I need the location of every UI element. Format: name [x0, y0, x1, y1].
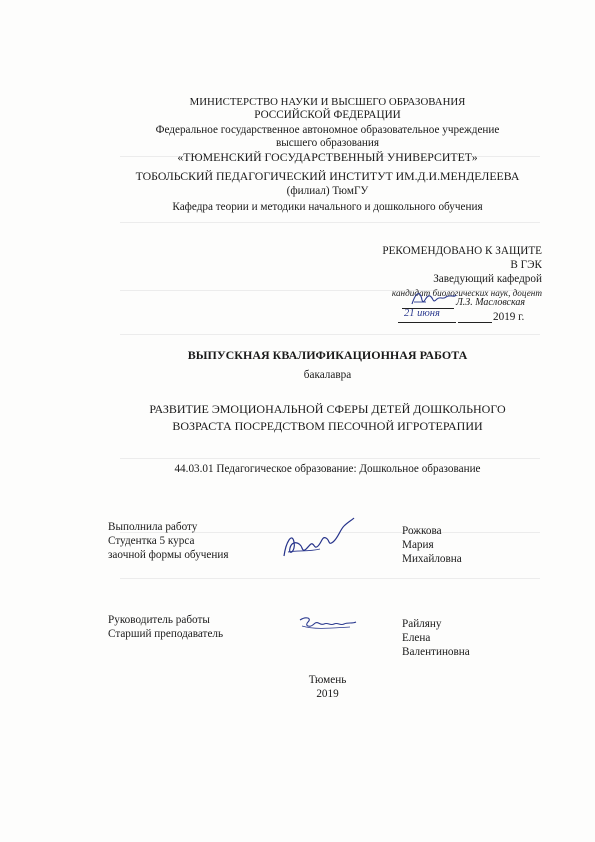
scan-artifact: [120, 222, 540, 223]
supervisor-signature: [296, 612, 358, 634]
institute-name: ТОБОЛЬСКИЙ ПЕДАГОГИЧЕСКИЙ ИНСТИТУТ ИМ.Д.И.МЕНДЕЛЕЕВА: [135, 169, 520, 183]
country-line: РОССИЙСКОЙ ФЕДЕРАЦИИ: [254, 109, 401, 121]
supervisor-line-2: Старший преподаватель: [108, 628, 224, 640]
supervisor-surname: Райляну: [402, 618, 442, 630]
author-line-1: Выполнила работу: [108, 521, 198, 533]
work-title-line-2: ВОЗРАСТА ПОСРЕДСТВОМ ПЕСОЧНОЙ ИГРОТЕРАПИИ: [172, 419, 483, 433]
scan-artifact: [120, 578, 540, 579]
author-line-2: Студентка 5 курса: [108, 535, 195, 547]
institution-line-2: высшего образования: [275, 137, 380, 149]
date-month-line: [458, 310, 492, 323]
branch-name: (филиал) ТюмГУ: [286, 185, 369, 197]
date-year: 2019 г.: [493, 311, 525, 323]
university-name: «ТЮМЕНСКИЙ ГОСУДАРСТВЕННЫЙ УНИВЕРСИТЕТ»: [177, 150, 478, 164]
author-patronymic: Михайловна: [402, 553, 462, 565]
author-line-3: заочной формы обучения: [108, 549, 229, 561]
approval-title: РЕКОМЕНДОВАНО К ЗАЩИТЕ: [382, 245, 542, 257]
work-level: бакалавра: [303, 369, 352, 381]
city: Тюмень: [308, 674, 347, 686]
specialty: 44.03.01 Педагогическое образование: Дошкольное образование: [174, 463, 481, 475]
scan-artifact: [120, 334, 540, 335]
scan-artifact: [120, 458, 540, 459]
author-signature: [278, 512, 358, 562]
date-day: 21 июня: [404, 308, 440, 319]
supervisor-patronymic: Валентиновна: [402, 646, 470, 658]
approval-committee: В ГЭК: [510, 259, 542, 271]
institution-line-1: Федеральное государственное автономное образовательное учреждение: [155, 124, 500, 136]
work-type: ВЫПУСКНАЯ КВАЛИФИКАЦИОННАЯ РАБОТА: [187, 348, 468, 362]
author-surname: Рожкова: [402, 525, 442, 537]
head-name: Л.З. Масловская: [456, 297, 526, 308]
year: 2019: [316, 688, 339, 700]
work-title-line-1: РАЗВИТИЕ ЭМОЦИОНАЛЬНОЙ СФЕРЫ ДЕТЕЙ ДОШКОЛЬНОГО: [149, 402, 506, 416]
author-name: Мария: [402, 539, 434, 551]
head-role: Заведующий кафедрой: [433, 273, 542, 285]
head-signature: [410, 286, 458, 308]
ministry-line: МИНИСТЕРСТВО НАУКИ И ВЫСШЕГО ОБРАЗОВАНИЯ: [189, 96, 466, 108]
supervisor-name: Елена: [402, 632, 431, 644]
supervisor-line-1: Руководитель работы: [108, 614, 210, 626]
head-degree: кандидат биологических наук, доцент: [391, 288, 542, 298]
department-name: Кафедра теории и методики начального и дошкольного обучения: [172, 201, 483, 213]
